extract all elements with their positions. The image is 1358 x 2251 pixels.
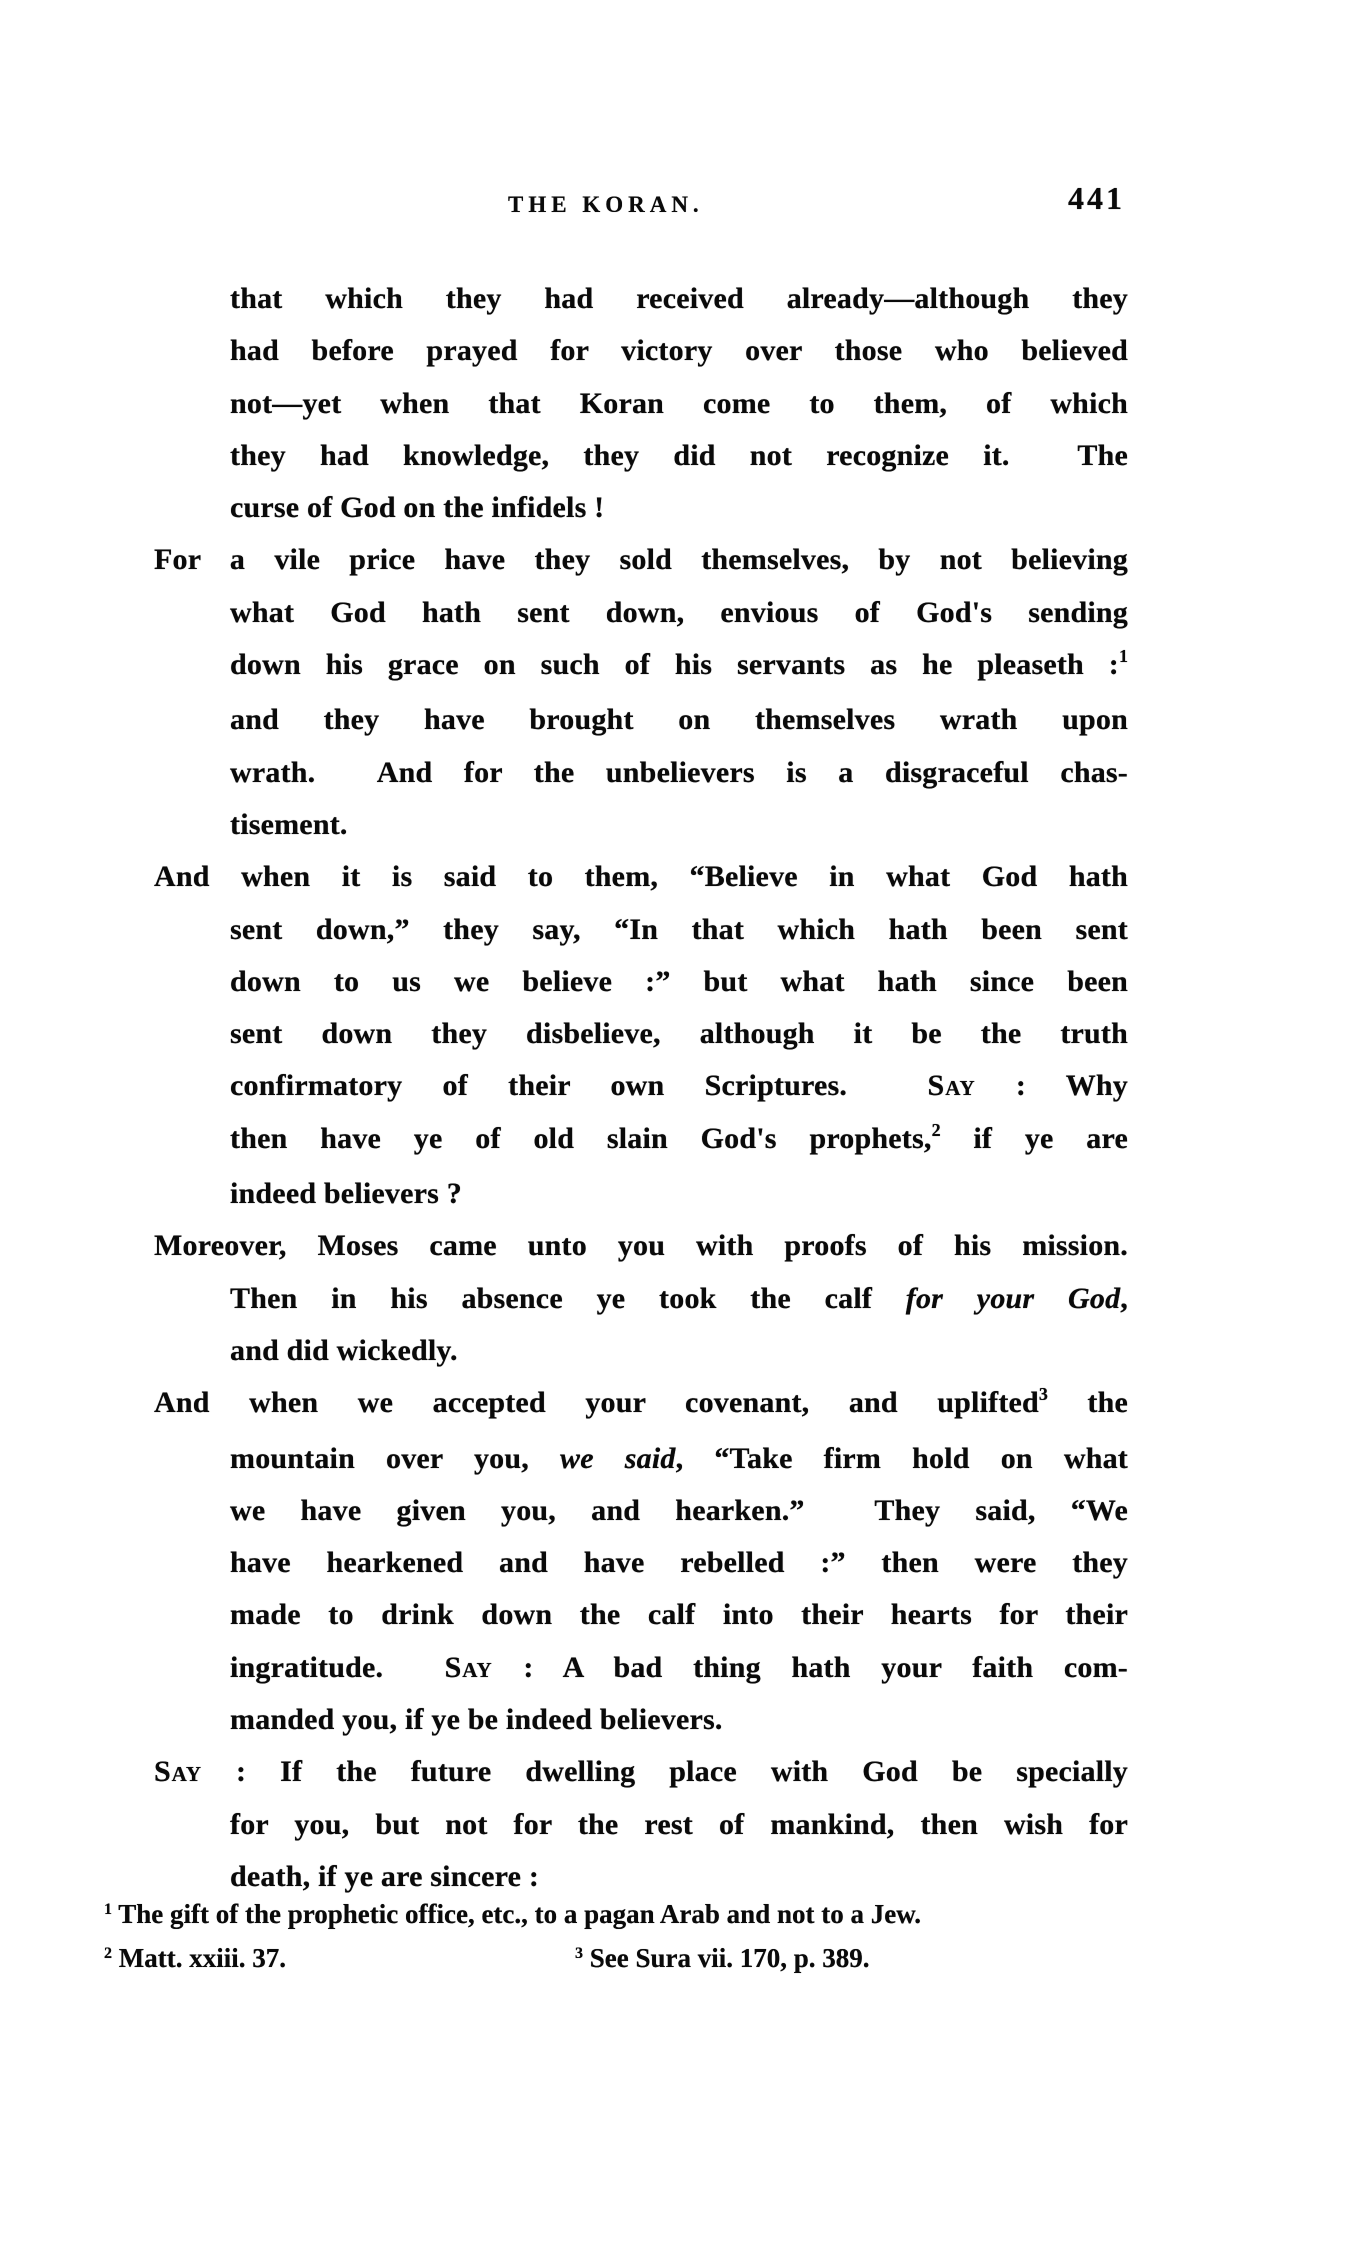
text-line: for you, but not for the rest of mankind, then wish for bbox=[230, 1807, 1128, 1841]
text-line: down to us we believe :” but what hath since been bbox=[230, 964, 1128, 998]
text-line: confirmatory of their own Scriptures. Say : Why bbox=[230, 1069, 1128, 1103]
text-line: have hearkened and have rebelled :” then were they bbox=[230, 1546, 1128, 1580]
text-line: For a vile price have they sold themselves, by not believing bbox=[154, 543, 1128, 577]
text-line: death, if ye are sincere : bbox=[230, 1859, 540, 1893]
text-line: we have given you, and hearken.” They said, “We bbox=[230, 1493, 1128, 1527]
text-line: Say : If the future dwelling place with God be specially bbox=[154, 1755, 1128, 1789]
text-line: not—yet when that Koran come to them, of which bbox=[230, 386, 1128, 420]
footnote-line bbox=[104, 1936, 1134, 1980]
text-line: down his grace on such of his servants as he pleaseth :$^1$ bbox=[230, 646, 1128, 682]
text-line: tisement. bbox=[230, 807, 348, 841]
text-line: Moreover, Moses came unto you with proofs of his mission. bbox=[154, 1229, 1128, 1263]
text-line: made to drink down the calf into their hearts for their bbox=[230, 1598, 1128, 1632]
text-line: sent down,” they say, “In that which hath been sent bbox=[230, 912, 1128, 946]
text-line: curse of God on the infidels ! bbox=[230, 491, 605, 525]
text-line: that which they had received already—although they bbox=[230, 282, 1128, 315]
footnote-text: $^1$ The gift of the prophetic office, etc., to a pagan Arab and not to a Jew. bbox=[104, 1899, 921, 1929]
body-text bbox=[154, 273, 1128, 1903]
footnotes bbox=[104, 1892, 1134, 1980]
text-line: And when we accepted your covenant, and uplifted$^3$ the bbox=[154, 1384, 1128, 1420]
text-line: Then in his absence ye took the calf for your God, bbox=[230, 1281, 1128, 1315]
footnote-text: $^3$ See Sura vii. 170, p. 389. bbox=[575, 1943, 870, 1973]
text-line: indeed believers ? bbox=[230, 1177, 462, 1211]
text-line: sent down they disbelieve, although it be the truth bbox=[230, 1017, 1128, 1051]
text-line: wrath. And for the unbelievers is a disgraceful chas- bbox=[230, 755, 1128, 789]
text-line: mountain over you, we said, “Take firm hold on what bbox=[230, 1441, 1128, 1475]
text-line: And when it is said to them, “Believe in what God hath bbox=[154, 860, 1128, 894]
text-line: they had knowledge, they did not recognize it. The bbox=[230, 438, 1128, 472]
footnote-text: $^2$ Matt. xxiii. 37. bbox=[104, 1943, 286, 1973]
running-title: THE KORAN. bbox=[508, 192, 704, 217]
text-line: and did wickedly. bbox=[230, 1333, 458, 1367]
text-line: manded you, if ye be indeed believers. bbox=[230, 1703, 723, 1737]
text-line: then have ye of old slain God's prophets,$^2$ if ye are bbox=[230, 1119, 1128, 1155]
footnote-line bbox=[104, 1892, 1134, 1936]
text-line: what God hath sent down, envious of God's sending bbox=[230, 595, 1128, 629]
page-number: 441 bbox=[1068, 180, 1125, 216]
text-line: ingratitude. Say : A bad thing hath your faith com- bbox=[230, 1650, 1128, 1684]
text-line: had before prayed for victory over those who believed bbox=[230, 334, 1128, 368]
text-line: and they have brought on themselves wrath upon bbox=[230, 703, 1128, 737]
